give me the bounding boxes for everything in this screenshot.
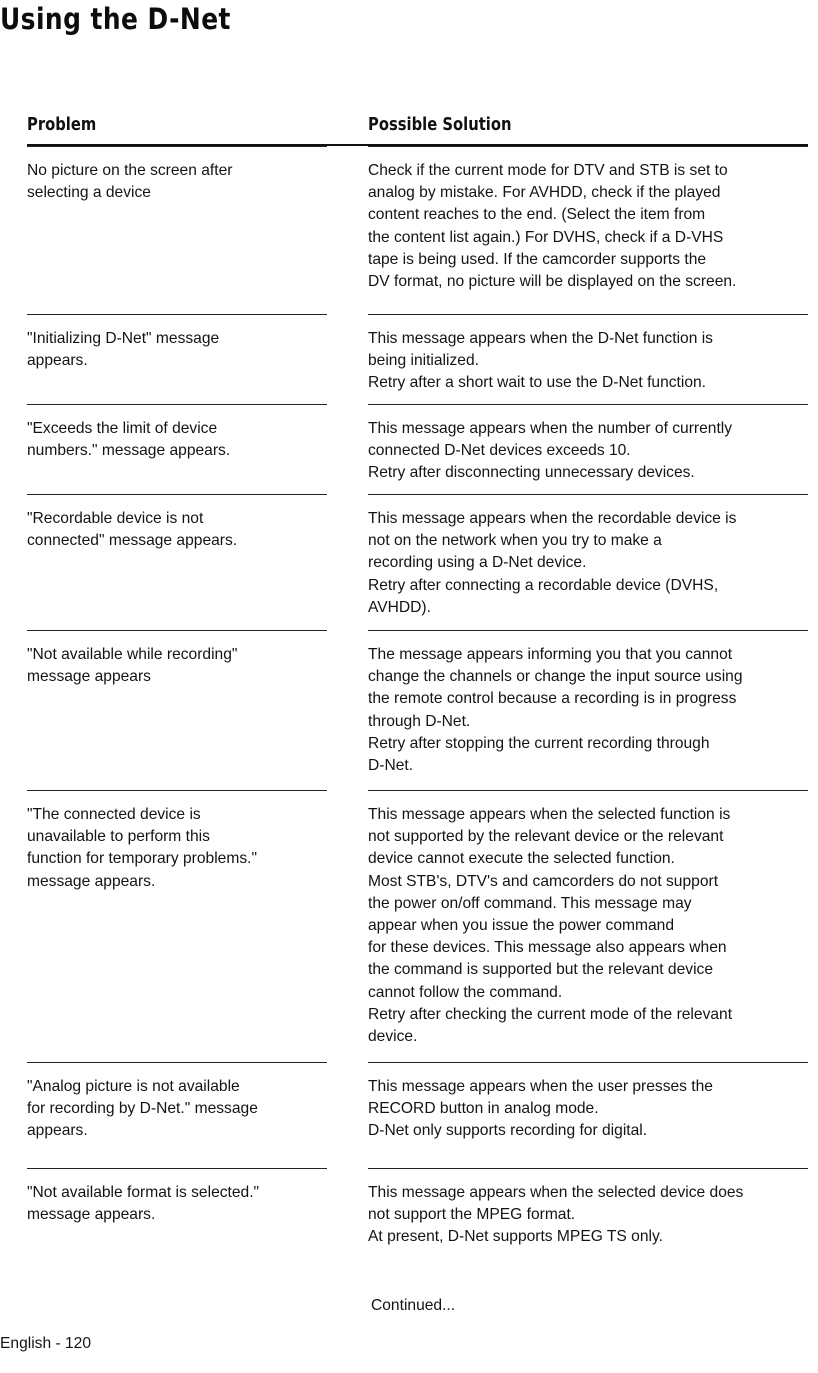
solution-line: This message appears when the recordable device is — [368, 510, 737, 527]
solution-line: through D-Net. — [368, 712, 471, 730]
problem-line: "Not available format is selected." — [27, 1184, 260, 1201]
problem-line: "The connected device is — [27, 806, 201, 823]
solution-line: analog by mistake. For AVHDD, check if the played — [368, 184, 721, 202]
solution-cell — [368, 494, 808, 619]
problem-line: "Exceeds the limit of device — [27, 420, 218, 437]
solution-line: This message appears when the user presses the — [368, 1078, 713, 1095]
problem-line: "Initializing D-Net" message — [27, 330, 220, 347]
solution-cell — [368, 1062, 808, 1143]
problem-line: selecting a device — [27, 184, 151, 202]
solution-line: connected D-Net devices exceeds 10. — [368, 442, 631, 460]
solution-column-header: Possible Solution — [368, 114, 512, 135]
solution-line: RECORD button in analog mode. — [368, 1100, 599, 1118]
solution-line: tape is being used. If the camcorder supports the — [368, 250, 707, 268]
solution-line: Retry after a short wait to use the D-Net function. — [368, 374, 707, 392]
solution-line: device cannot execute the selected function. — [368, 850, 675, 868]
solution-line: AVHDD). — [368, 598, 431, 616]
page-footer: English - 120 — [0, 1335, 92, 1352]
problem-line: "Recordable device is not — [27, 510, 204, 527]
solution-cell — [368, 404, 808, 485]
solution-line: Retry after disconnecting unnecessary devices. — [368, 464, 695, 482]
problem-line: unavailable to perform this — [27, 828, 210, 846]
problem-cell — [27, 314, 327, 372]
solution-line: At present, D-Net supports MPEG TS only. — [368, 1228, 663, 1246]
problem-line: "Analog picture is not available — [27, 1078, 240, 1095]
solution-line: D-Net. — [368, 757, 414, 775]
solution-line: recording using a D-Net device. — [368, 554, 587, 572]
problem-line: appears. — [27, 1122, 88, 1140]
solution-cell — [368, 146, 808, 293]
solution-line: the remote control because a recording is in progress — [368, 690, 737, 708]
problem-line: connected" message appears. — [27, 532, 238, 550]
solution-line: appear when you issue the power command — [368, 917, 674, 935]
problem-line: numbers." message appears. — [27, 442, 231, 460]
solution-line: Retry after connecting a recordable device (DVHS, — [368, 576, 719, 594]
solution-line: content reaches to the end. (Select the item from — [368, 206, 706, 224]
problem-column-header: Problem — [27, 114, 97, 135]
solution-line: the content list again.) For DVHS, check if a D-VHS — [368, 228, 724, 246]
problem-line: message appears. — [27, 872, 156, 890]
solution-line: not support the MPEG format. — [368, 1206, 576, 1224]
solution-line: Most STB's, DTV's and camcorders do not support — [368, 872, 719, 890]
solution-line: This message appears when the number of currently — [368, 420, 733, 437]
problem-line: function for temporary problems." — [27, 850, 258, 868]
solution-line: the power on/off command. This message may — [368, 894, 692, 912]
solution-line: DV format, no picture will be displayed on the screen. — [368, 273, 737, 291]
solution-line: device. — [368, 1028, 418, 1046]
solution-line: Retry after stopping the current recording through — [368, 734, 710, 752]
solution-line: Check if the current mode for DTV and STB is set to — [368, 162, 728, 179]
solution-cell — [368, 1168, 808, 1249]
problem-cell — [27, 146, 327, 204]
problem-cell — [27, 630, 327, 688]
page-title: Using the D-Net — [0, 2, 231, 36]
solution-line: This message appears when the D-Net function is — [368, 330, 713, 347]
problem-cell — [27, 790, 327, 893]
solution-line: the command is supported but the relevant device — [368, 961, 713, 979]
problem-cell — [27, 494, 327, 552]
solution-line: D-Net only supports recording for digital. — [368, 1122, 648, 1140]
solution-cell — [368, 314, 808, 395]
solution-line: cannot follow the command. — [368, 983, 563, 1001]
problem-line: appears. — [27, 352, 88, 370]
solution-line: for these devices. This message also appears when — [368, 939, 727, 957]
solution-line: Retry after checking the current mode of the relevant — [368, 1005, 733, 1023]
problem-line: "Not available while recording" — [27, 646, 238, 663]
problem-line: message appears — [27, 668, 151, 686]
continued-note: Continued... — [371, 1297, 456, 1314]
solution-cell — [368, 630, 808, 777]
solution-line: being initialized. — [368, 352, 479, 370]
problem-line: No picture on the screen after — [27, 162, 233, 179]
solution-line: not supported by the relevant device or the relevant — [368, 828, 724, 846]
problem-cell — [27, 404, 327, 462]
solution-line: change the channels or change the input source using — [368, 668, 743, 686]
solution-line: The message appears informing you that you cannot — [368, 646, 733, 663]
solution-cell — [368, 790, 808, 1048]
solution-line: This message appears when the selected function is — [368, 806, 731, 823]
table-header — [27, 112, 808, 146]
problem-cell — [27, 1168, 327, 1226]
solution-line: not on the network when you try to make a — [368, 532, 662, 550]
problem-line: for recording by D-Net." message — [27, 1100, 258, 1118]
solution-line: This message appears when the selected device does — [368, 1184, 744, 1201]
problem-line: message appears. — [27, 1206, 156, 1224]
problem-cell — [27, 1062, 327, 1143]
